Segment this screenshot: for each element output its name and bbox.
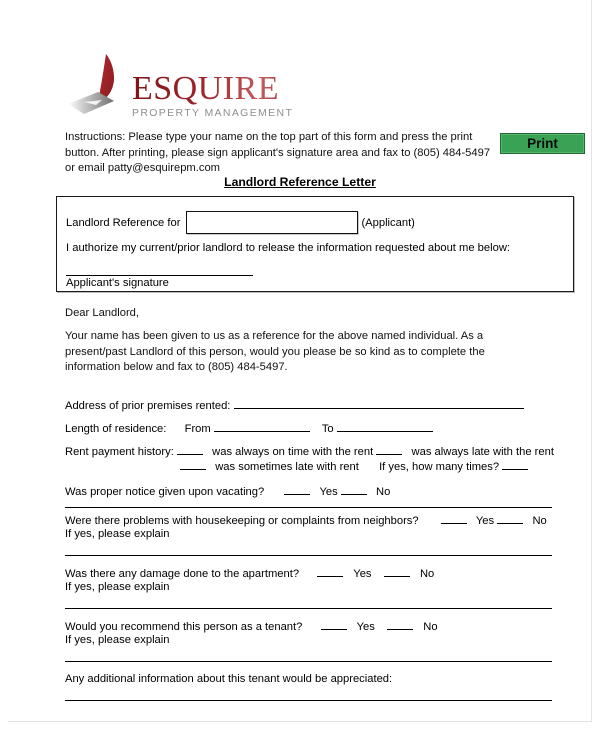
divider-rule-top (65, 507, 552, 508)
rent-on-time-blank[interactable] (177, 443, 203, 455)
damage-yes-label: Yes (353, 568, 372, 580)
instructions-text: Instructions: Please type your name on the top part of this form and press the print button. After printing, please sign applicant's signature area and fax to (805) 484-5497 or email patty@esquirepm.com (65, 131, 491, 174)
recommend-no-label: No (423, 621, 438, 633)
page-title: Landlord Reference Letter (224, 175, 376, 189)
rent-history-label: Rent payment history: (65, 446, 174, 458)
housekeeping-no-label: No (532, 515, 547, 527)
additional-info-rule[interactable] (65, 700, 552, 701)
print-button[interactable]: Print (500, 133, 585, 154)
salutation: Dear Landlord, (65, 307, 140, 319)
recommend-yes-label: Yes (356, 621, 375, 633)
recommend-explain-label: If yes, please explain (65, 634, 170, 646)
rent-times-blank[interactable] (502, 458, 528, 470)
letter-paragraph: Your name has been given to us as a reference for the above named individual. As a present/past Landlord of this person, would you please be so kind as to complete the information below and fax to (805) 484-5497. (65, 330, 485, 373)
recommend-question-label: Would you recommend this person as a tenant? (65, 621, 303, 633)
notice-no-blank[interactable] (341, 483, 367, 495)
address-row (65, 397, 524, 415)
rent-times-label: If yes, how many times? (379, 461, 500, 473)
logo-wordmark (132, 72, 308, 119)
damage-explain-label: If yes, please explain (65, 581, 170, 593)
housekeeping-yes-blank[interactable] (441, 512, 467, 524)
applicant-name-input[interactable] (186, 211, 358, 234)
rent-sometimes-late-label: was sometimes late with rent (215, 461, 359, 473)
damage-no-label: No (419, 568, 435, 580)
length-label: Length of residence: (65, 423, 167, 435)
recommend-no-blank[interactable] (387, 618, 413, 630)
authorization-box (56, 196, 574, 292)
company-logo (68, 52, 308, 124)
rent-always-late-label: was always late with the rent (411, 446, 554, 458)
length-of-residence-row (65, 420, 433, 438)
housekeeping-no-blank[interactable] (497, 512, 523, 524)
damage-yes-blank[interactable] (317, 565, 343, 577)
address-label: Address of prior premises rented: (65, 400, 231, 412)
notice-question-label: Was proper notice given upon vacating? (65, 486, 265, 498)
notice-yes-label: Yes (319, 486, 338, 498)
length-to-label: To (321, 423, 334, 435)
length-from-blank[interactable] (214, 420, 310, 432)
logo-title: ESQUIRE (132, 72, 308, 106)
authorization-statement: I authorize my current/prior landlord to release the information requested about me below: (66, 242, 511, 254)
notice-no-label: No (376, 486, 391, 498)
document-page (8, 0, 592, 722)
length-from-label: From (184, 423, 211, 435)
housekeeping-explain-label: If yes, please explain (65, 528, 170, 540)
housekeeping-question-label: Were there problems with housekeeping or complaints from neighbors? (65, 515, 419, 527)
address-blank[interactable] (234, 397, 524, 409)
recommend-yes-blank[interactable] (321, 618, 347, 630)
esquire-sailboat-logo-icon (68, 52, 128, 118)
explain-rule-recommend[interactable] (65, 661, 552, 662)
landlord-reference-label: Landlord Reference for (66, 216, 181, 229)
landlord-reference-row (66, 211, 415, 234)
length-to-blank[interactable] (337, 420, 433, 432)
rent-on-time-label: was always on time with the rent (212, 446, 374, 458)
explain-rule-damage[interactable] (65, 608, 552, 609)
damage-no-blank[interactable] (384, 565, 410, 577)
applicant-suffix-label: (Applicant) (361, 216, 415, 229)
explain-rule-housekeeping[interactable] (65, 555, 552, 556)
logo-subtitle: PROPERTY MANAGEMENT (132, 107, 294, 119)
signature-rule[interactable] (66, 275, 253, 276)
rent-history-row-2 (180, 458, 528, 476)
rent-always-late-blank[interactable] (376, 443, 402, 455)
rent-sometimes-late-blank[interactable] (180, 458, 206, 470)
signature-label: Applicant's signature (66, 277, 169, 289)
housekeeping-yes-label: Yes (475, 515, 495, 527)
damage-question-label: Was there any damage done to the apartment? (65, 568, 300, 580)
notice-yes-blank[interactable] (284, 483, 310, 495)
notice-row (65, 483, 390, 501)
additional-info-label: Any additional information about this tenant would be appreciated: (65, 673, 393, 685)
